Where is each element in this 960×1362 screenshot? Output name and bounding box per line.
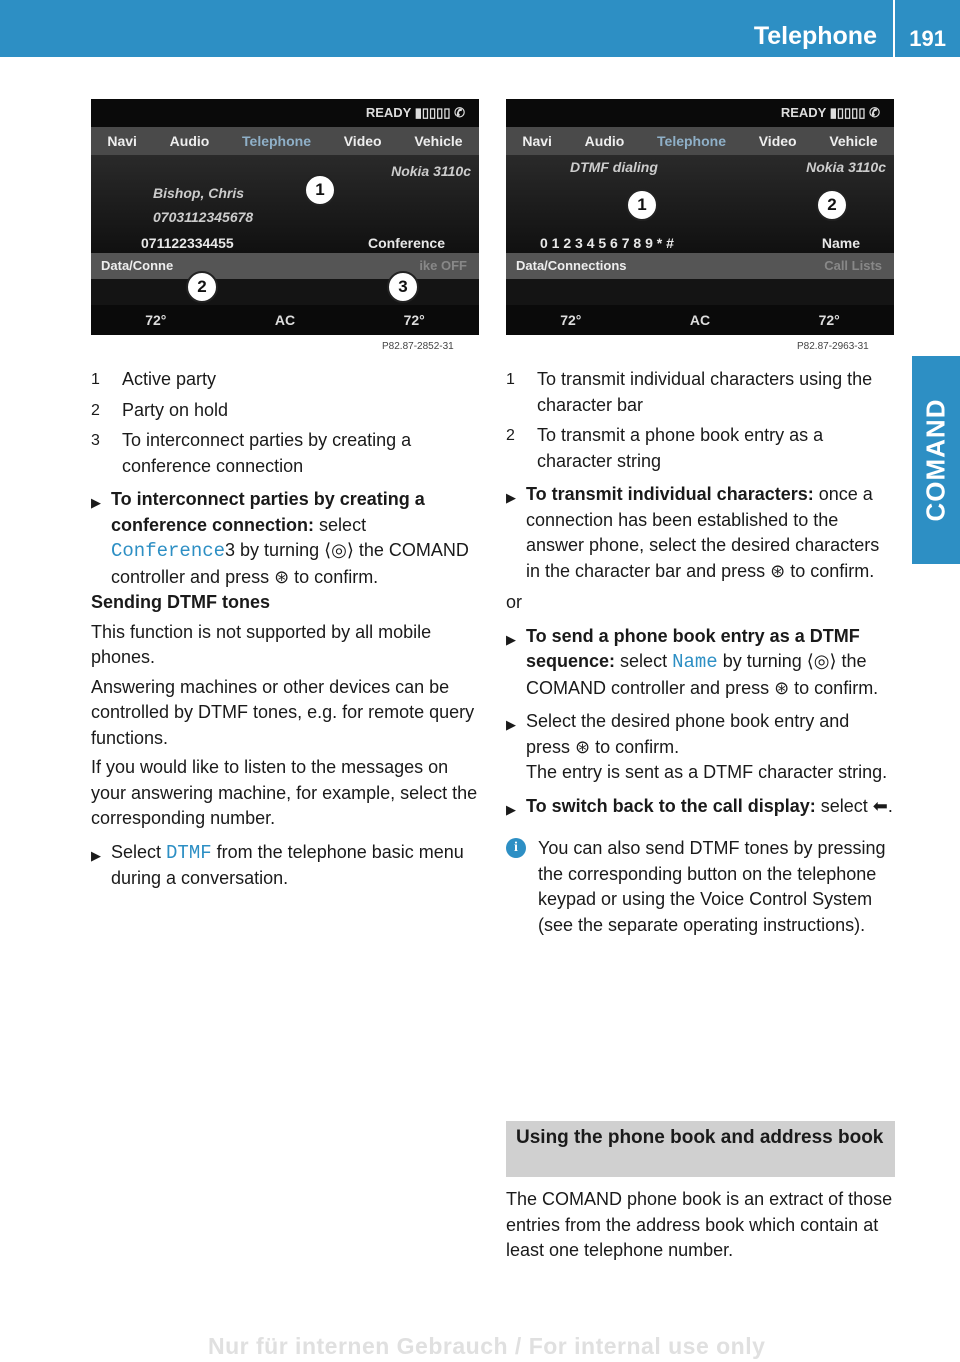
arrow-icon: ▶ (506, 717, 516, 732)
temp-right: 72° (403, 312, 425, 328)
legend-item: 1 Active party (91, 369, 217, 389)
side-tab-label: COMAND (920, 398, 951, 522)
or-text: or (506, 592, 523, 612)
active-number: 0703112345678 (153, 209, 254, 225)
screen-body (91, 155, 479, 253)
instruction-step: ▶ Select the desired phone book entry and press ⊛ to confirm. The entry is sent as a DTMF character string. (506, 709, 898, 786)
arrow-icon: ▶ (506, 490, 516, 505)
status-bar: READY ▮▯▯▯▯ ✆ (91, 99, 479, 127)
menu-audio[interactable]: Audio (169, 133, 210, 149)
hold-number: 071122334455 (141, 235, 234, 251)
temp-left: 72° (145, 312, 167, 328)
main-menu (91, 127, 479, 155)
callout-2: 2 (816, 189, 848, 221)
legend-item: 2 To transmit a phone book entry as a character string (506, 425, 824, 471)
figure-ref-2: P82.87-2963-31 (797, 341, 869, 352)
section-heading: Using the phone book and address book (506, 1121, 895, 1177)
arrow-icon: ▶ (506, 631, 516, 647)
instruction-step: ▶ To switch back to the call display: select ⬅. (506, 794, 898, 823)
figure-ref-1: P82.87-2852-31 (382, 341, 454, 352)
menu-video[interactable]: Video (758, 133, 797, 149)
call-lists-item[interactable]: Call Lists (824, 258, 882, 273)
menu-navi[interactable]: Navi (522, 133, 552, 149)
bottom-menu (506, 253, 894, 279)
comand-screen-dtmf (506, 99, 894, 335)
arrow-icon: ▶ (91, 847, 101, 863)
menu-telephone[interactable]: Telephone (242, 133, 311, 149)
status-bar: READY ▮▯▯▯▯ ✆ (506, 99, 894, 127)
status-text: READY (365, 105, 412, 120)
info-icon: i (506, 838, 526, 858)
main-menu (506, 127, 894, 155)
temp-left: 72° (560, 312, 582, 328)
watermark: Nur für internen Gebrauch / For internal use only (208, 1333, 766, 1359)
display-text-dtmf: DTMF (166, 841, 212, 864)
ac-label: AC (274, 312, 296, 328)
legend-item: 2 Party on hold (91, 399, 229, 420)
name-option[interactable]: Name (821, 235, 860, 251)
character-bar[interactable]: 0 1 2 3 4 5 6 7 8 9 * # (540, 235, 674, 251)
callout-1: 1 (304, 174, 336, 206)
callout-3: 3 (387, 271, 419, 303)
menu-navi[interactable]: Navi (107, 133, 137, 149)
paragraph: If you would like to listen to the messages on your answering machine, for example, select the corresponding number. (91, 757, 478, 828)
instruction-step: ▶ To send a phone book entry as a DTMF sequence: select Name by turning ⟨◎⟩ the COMAND controller and press ⊛ to confirm. (506, 624, 898, 702)
conference-option[interactable]: Conference (367, 235, 445, 251)
handsfree-item[interactable]: ike OFF (419, 258, 467, 273)
ac-label: AC (689, 312, 711, 328)
header-bar (0, 0, 960, 57)
dtmf-title: DTMF dialing (570, 159, 658, 175)
paragraph: This function is not supported by all mobile phones. (91, 621, 432, 667)
bottom-menu (91, 253, 479, 279)
temp-right: 72° (818, 312, 840, 328)
climate-bar (91, 305, 479, 335)
phone-name: Nokia 3110c (806, 159, 886, 175)
display-text-conference: Conference (111, 540, 226, 562)
page-number: 191 (909, 26, 946, 51)
climate-bar (506, 305, 894, 335)
subheading: Sending DTMF tones (91, 592, 270, 612)
menu-vehicle[interactable]: Vehicle (829, 133, 878, 149)
comand-screen-call (91, 99, 479, 335)
right-column (506, 367, 898, 938)
menu-vehicle[interactable]: Vehicle (414, 133, 463, 149)
instruction-step: ▶ To transmit individual characters: once a connection has been established to the answer phone, select the desired characters in the character bar and press ⊛ to confirm. (506, 482, 898, 584)
arrow-icon: ▶ (506, 801, 516, 817)
header-divider (893, 0, 895, 57)
legend-item: 1 To transmit individual characters using the character bar (506, 369, 873, 415)
menu-audio[interactable]: Audio (584, 133, 625, 149)
instruction-step: ▶ Select DTMF from the telephone basic menu during a conversation. (91, 840, 481, 892)
side-tab (912, 356, 960, 564)
menu-telephone[interactable]: Telephone (657, 133, 726, 149)
callout-2: 2 (186, 271, 218, 303)
section-title: Telephone (753, 22, 877, 50)
phone-name: Nokia 3110c (391, 163, 471, 179)
legend-item: 3 To interconnect parties by creating a conference connection (91, 430, 412, 476)
data-connections-item[interactable]: Data/Conne (101, 258, 174, 273)
callout-1: 1 (626, 189, 658, 221)
paragraph: The COMAND phone book is an extract of those entries from the address book which contain at least one telephone number. (506, 1189, 893, 1260)
instruction-step: ▶ To interconnect parties by creating a conference connection: select Conference3 by turning ⟨◎⟩ the COMAND controller and press ⊛ to confirm. (91, 487, 481, 590)
active-party: Bishop, Chris (153, 185, 245, 201)
status-text: READY (780, 105, 827, 120)
display-text-name: Name (672, 651, 718, 673)
paragraph: Answering machines or other devices can be controlled by DTMF tones, e.g. for remote query functions. (91, 676, 475, 748)
info-note: i You can also send DTMF tones by pressing the corresponding button on the telephone keypad or using the Voice Control System (see the separate operating instructions). (506, 836, 898, 938)
arrow-icon: ▶ (91, 495, 101, 510)
data-connections-item[interactable]: Data/Connections (516, 258, 627, 273)
menu-video[interactable]: Video (343, 133, 382, 149)
left-column (91, 367, 481, 892)
